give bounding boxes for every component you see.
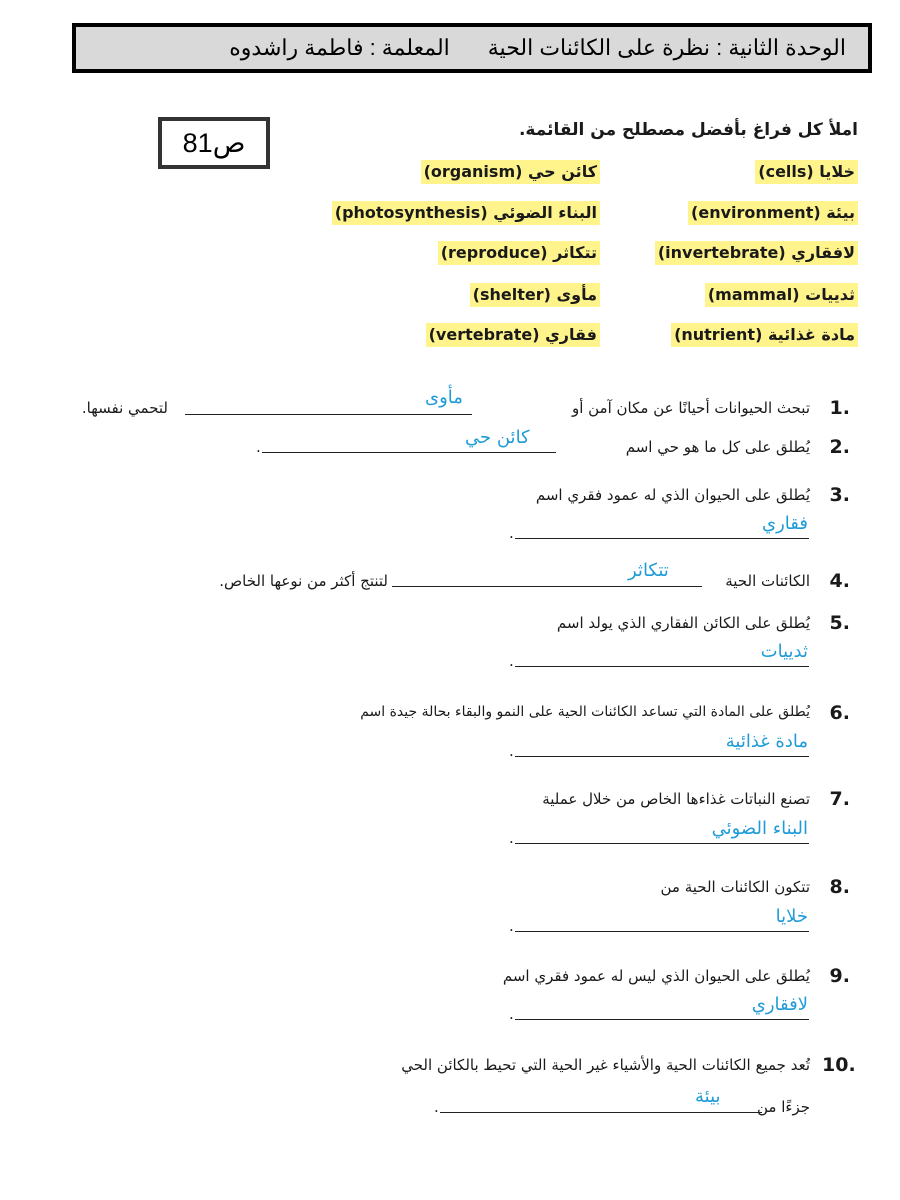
question-text-line2: جزءًا من bbox=[757, 1098, 810, 1116]
answer-line bbox=[262, 452, 556, 453]
instructions: املأ كل فراغ بأفضل مصطلح من القائمة. bbox=[518, 120, 858, 140]
answer-line bbox=[392, 586, 702, 587]
period: . bbox=[434, 1098, 439, 1116]
question-number: 2. bbox=[829, 436, 850, 458]
answer-line bbox=[515, 931, 809, 932]
answer-line bbox=[515, 756, 809, 757]
question-number: 9. bbox=[829, 965, 850, 987]
question-text: يُطلق على المادة التي تساعد الكائنات الحية على النمو والبقاء بحالة جيدة اسم bbox=[360, 704, 810, 720]
word-bank-term: البناء الضوئي (photosynthesis) bbox=[332, 201, 600, 225]
word-bank-term: فقاري (vertebrate) bbox=[426, 323, 600, 347]
question-text: الكائنات الحية bbox=[725, 572, 810, 590]
answer: بيئة bbox=[695, 1086, 721, 1107]
question-text: يُطلق على الحيوان الذي ليس له عمود فقري اسم bbox=[502, 967, 810, 985]
answer: البناء الضوئي bbox=[711, 818, 808, 839]
word-bank-term: ثدييات (mammal) bbox=[705, 283, 858, 307]
question-number: 10. bbox=[822, 1054, 856, 1076]
page-reference: ص81 bbox=[158, 117, 270, 169]
question-number: 3. bbox=[829, 484, 850, 506]
question-text: يُطلق على كل ما هو حي اسم bbox=[625, 438, 810, 456]
answer: مادة غذائية bbox=[725, 731, 808, 752]
word-bank-term: خلايا (cells) bbox=[755, 160, 858, 184]
period: . bbox=[509, 652, 514, 670]
question-text: يُطلق على الكائن الفقاري الذي يولد اسم bbox=[556, 614, 810, 632]
answer-line bbox=[185, 414, 472, 415]
word-bank-term: كائن حي (organism) bbox=[421, 160, 600, 184]
question-number: 5. bbox=[829, 612, 850, 634]
answer-line bbox=[440, 1112, 762, 1113]
unit-header bbox=[72, 23, 872, 73]
question-number: 7. bbox=[829, 788, 850, 810]
question-number: 1. bbox=[829, 397, 850, 419]
question-text: يُطلق على الحيوان الذي له عمود فقري اسم bbox=[535, 486, 810, 504]
answer-line bbox=[515, 843, 809, 844]
word-bank-term: تتكاثر (reproduce) bbox=[438, 241, 600, 265]
teacher-name: المعلمة : فاطمة راشدوه bbox=[229, 35, 450, 60]
answer: كائن حي bbox=[465, 427, 530, 448]
period: . bbox=[256, 438, 261, 456]
question-text: تتكون الكائنات الحية من bbox=[660, 878, 810, 896]
question-number: 8. bbox=[829, 876, 850, 898]
answer-line bbox=[515, 538, 809, 539]
answer: ثدييات bbox=[760, 641, 808, 662]
period: . bbox=[509, 524, 514, 542]
period: . bbox=[509, 1005, 514, 1023]
answer: خلايا bbox=[775, 906, 808, 927]
question-text: لتحمي نفسها. bbox=[81, 399, 168, 417]
answer-line bbox=[515, 1019, 809, 1020]
period: . bbox=[509, 917, 514, 935]
question-number: 6. bbox=[829, 702, 850, 724]
answer: مأوى bbox=[425, 387, 463, 408]
word-bank-term: لافقاري (invertebrate) bbox=[655, 241, 858, 265]
word-bank-term: مأوى (shelter) bbox=[470, 283, 600, 307]
answer-line bbox=[515, 666, 809, 667]
answer: فقاري bbox=[762, 513, 808, 534]
unit-title: الوحدة الثانية : نظرة على الكائنات الحية bbox=[487, 35, 846, 60]
question-text: تصنع النباتات غذاءها الخاص من خلال عملية bbox=[542, 790, 810, 808]
question-text: تبحث الحيوانات أحيانًا عن مكان آمن أو bbox=[571, 399, 810, 417]
answer: تتكاثر bbox=[628, 560, 669, 581]
word-bank-term: بيئة (environment) bbox=[688, 201, 858, 225]
question-text: لتنتج أكثر من نوعها الخاص. bbox=[219, 572, 388, 590]
answer: لافقاري bbox=[751, 994, 808, 1015]
word-bank-term: مادة غذائية (nutrient) bbox=[671, 323, 858, 347]
period: . bbox=[509, 742, 514, 760]
question-text: تُعد جميع الكائنات الحية والأشياء غير الحية التي تحيط بالكائن الحي bbox=[401, 1056, 810, 1074]
question-number: 4. bbox=[829, 570, 850, 592]
period: . bbox=[509, 829, 514, 847]
